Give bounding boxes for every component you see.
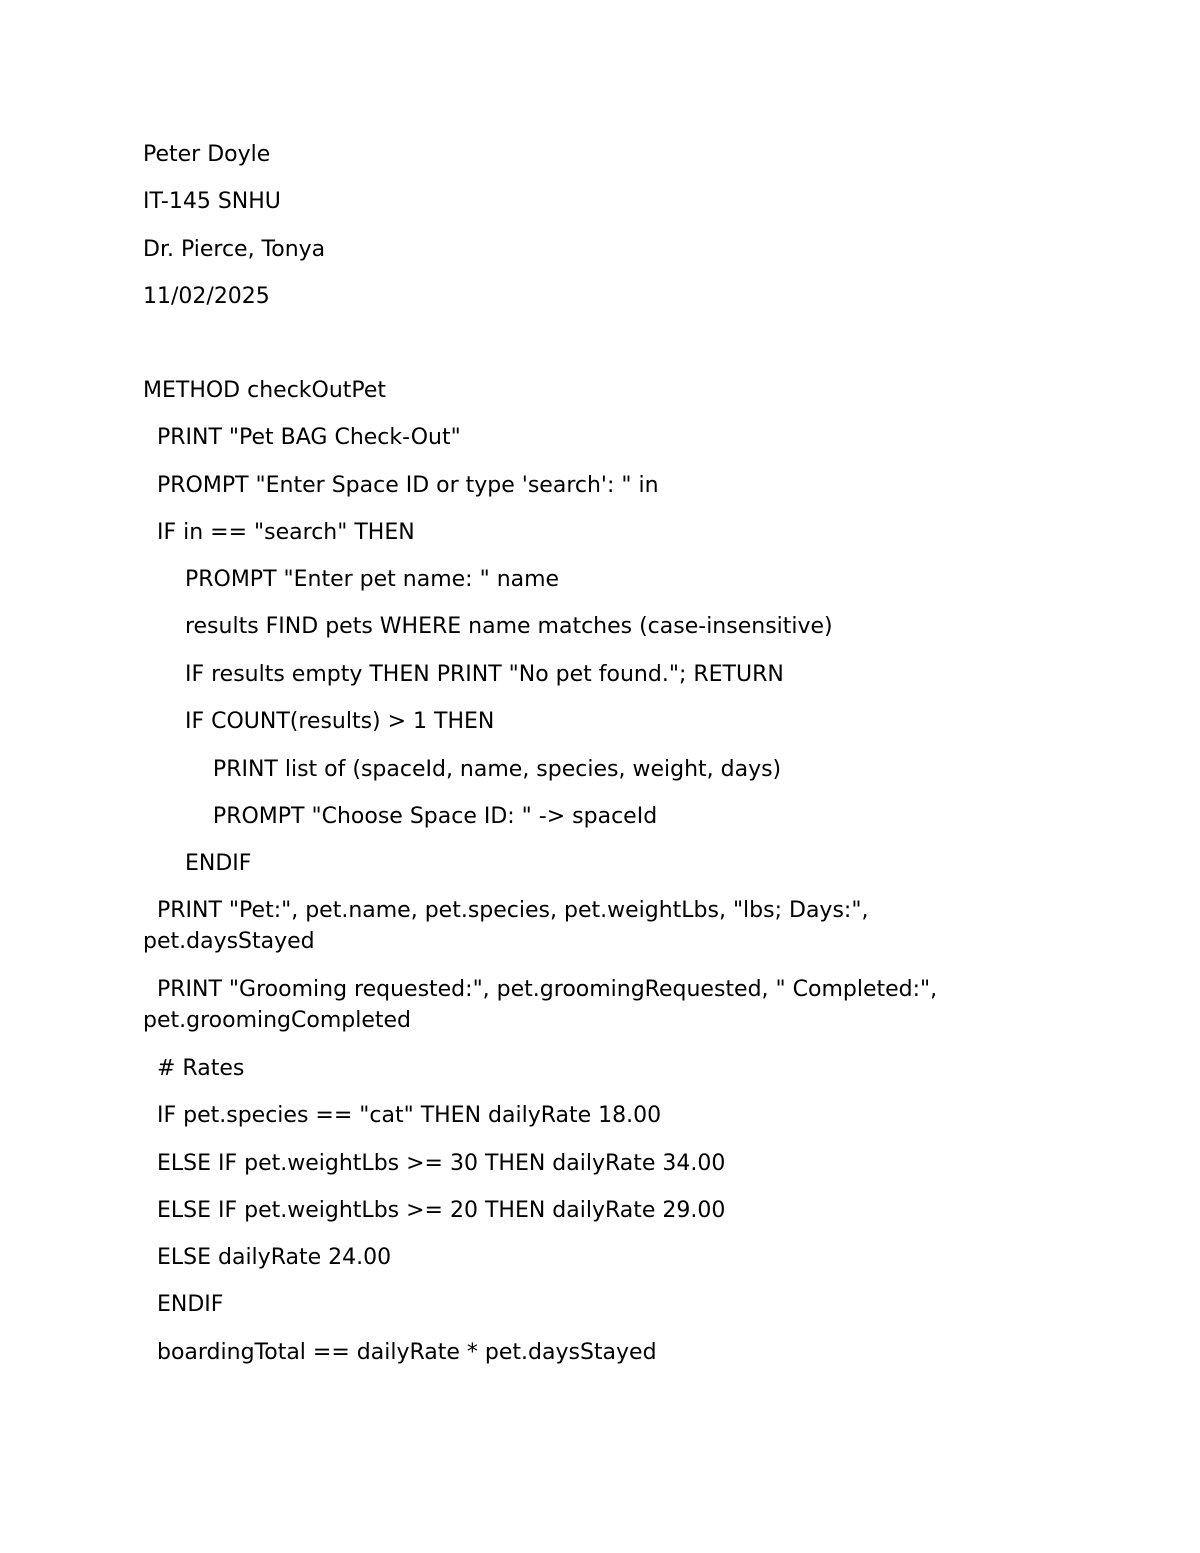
instructor-name: Dr. Pierce, Tonya: [143, 237, 326, 262]
code-line: ENDIF: [143, 1292, 224, 1317]
code-line: IF results empty THEN PRINT "No pet found."; RETURN: [143, 662, 784, 687]
code-line: PRINT "Pet:", pet.name, pet.species, pet.weightLbs, "lbs; Days:", pet.daysStayed: [143, 898, 869, 954]
code-line: IF pet.species == "cat" THEN dailyRate 18.00: [143, 1103, 662, 1128]
code-line: PRINT "Pet BAG Check-Out": [143, 425, 461, 450]
code-line: IF COUNT(results) > 1 THEN: [143, 709, 495, 734]
document-date: 11/02/2025: [143, 284, 270, 309]
code-comment: # Rates: [143, 1056, 245, 1081]
code-line: results FIND pets WHERE name matches (case-insensitive): [143, 614, 833, 639]
code-line: METHOD checkOutPet: [143, 378, 387, 403]
code-line: PROMPT "Enter Space ID or type 'search': " in: [143, 473, 659, 498]
code-line: PRINT list of (spaceId, name, species, weight, days): [143, 757, 782, 782]
code-line: ELSE IF pet.weightLbs >= 20 THEN dailyRate 29.00: [143, 1198, 726, 1223]
code-line: PRINT "Grooming requested:", pet.groomingRequested, " Completed:", pet.groomingCompleted: [143, 977, 938, 1033]
code-line: ELSE IF pet.weightLbs >= 30 THEN dailyRate 34.00: [143, 1151, 726, 1176]
code-line: boardingTotal == dailyRate * pet.daysStayed: [143, 1340, 657, 1365]
code-line: PROMPT "Enter pet name: " name: [143, 567, 560, 592]
code-line: IF in == "search" THEN: [143, 520, 415, 545]
author-name: Peter Doyle: [143, 142, 271, 167]
code-line: PROMPT "Choose Space ID: " -> spaceId: [143, 804, 658, 829]
code-line: ENDIF: [143, 851, 252, 876]
code-line: ELSE dailyRate 24.00: [143, 1245, 392, 1270]
course-code: IT-145 SNHU: [143, 189, 281, 214]
